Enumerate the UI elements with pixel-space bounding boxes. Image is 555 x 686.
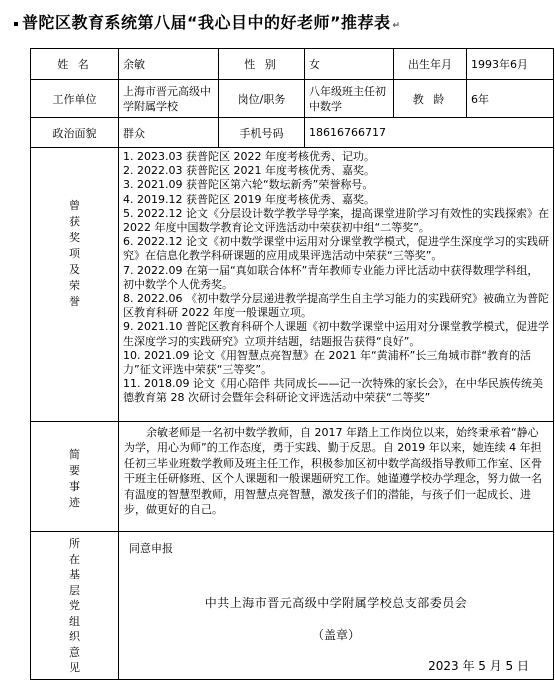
form-title — [14, 10, 401, 33]
phone-label: 手机号码 — [219, 118, 305, 148]
teaching-age-label: 教 龄 — [394, 80, 467, 118]
list-item: 1. 2023.03 获普陀区 2022 年度考核优秀、记功。 — [123, 150, 375, 163]
bullet-icon — [14, 22, 18, 26]
gender-label: 性 别 — [219, 49, 305, 80]
paragraph-mark-icon: ↵ — [392, 21, 401, 31]
work-unit-value: 上海市晋元高级中学附属学校 — [119, 80, 219, 118]
opinion-label — [31, 532, 119, 680]
row-work — [31, 80, 554, 118]
name-value: 余敏 — [119, 49, 219, 80]
list-item: 11. 2018.09 论文《用心陪伴 共同成长——记一次特殊的家长会》，在中华民族传统美德教育第 28 次研讨会暨年会科研论文评选活动中荣获“二等奖” — [123, 377, 543, 405]
row-opinion — [31, 532, 554, 680]
opinion-date: 2023 年 5 月 5 日 — [428, 659, 529, 673]
honors-label-text: 曾获奖项及荣誉 — [69, 199, 80, 308]
list-item: 10. 2021.09 论文《用智慧点亮智慧》在 2021 年“黄浦杯”长三角城市群“教育的活力”征文评选中荣获“三等奖”。 — [123, 348, 532, 377]
work-unit-label: 工作单位 — [31, 80, 119, 118]
position-value: 八年级班主任初中数学 — [305, 80, 394, 118]
opinion-org: 中共上海市晋元高级中学附属学校总支部委员会 — [204, 596, 468, 610]
honors-list — [119, 148, 554, 422]
row-honors — [31, 148, 554, 422]
gender-value: 女 — [305, 49, 394, 80]
political-label: 政治面貌 — [31, 118, 119, 148]
list-item: 4. 2019.12 获普陀区 2019 年度考核优秀、嘉奖。 — [123, 192, 375, 206]
bio-text: 余敏老师是一名初中数学教师，自 2017 年踏上工作岗位以来，始终秉承着“静心为学，用心为师”的工作态度，勇于实践、勤于反思。自 2019 年以来，她连续 4 年担任初三毕业班数学教师及班主任工作，积极参加区初中数学高级指导教师工作室、区骨干班主任研修班、区个人课题和一般课题研究工作。她谨遵学校办学理念，努力做一名有温度的智慧型教师，用智慧点亮智慧，激发孩子们的潜能，与孩子们一起成长、进步，做更好的自己。 — [119, 422, 554, 532]
opinion-label-text: 所在基层党组织意见 — [69, 537, 80, 674]
honors-label — [31, 148, 119, 422]
list-item: 7. 2022.09 在第一届“真如联合体杯”青年教师专业能力评比活动中获得数理学科组，初中数学个人优秀奖。 — [123, 263, 539, 291]
birth-value: 1993年6月 — [467, 49, 554, 80]
opinion-seal: （盖章） — [311, 628, 360, 642]
list-item: 8. 2022.06 《初中数学分层递进教学提高学生自主学习能力的实践研究》被确立为普陀区教育科研 2022 年度一般课题立项。 — [123, 292, 549, 320]
row-name — [31, 49, 554, 80]
list-item: 3. 2021.09 获普陀区第六轮“数坛新秀”荣誉称号。 — [123, 178, 374, 192]
bio-label-text: 简要事迹 — [69, 448, 80, 509]
recommendation-table — [30, 48, 554, 680]
phone-value: 18616766717 — [305, 118, 554, 148]
list-item: 6. 2022.12 论文《初中数学课堂中运用对分课堂教学模式，促进学生深度学习的实践研究》在信息化教学科研课题的应用成果评选活动中荣获“三等奖”。 — [123, 235, 549, 263]
list-item: 5. 2022.12 论文《分层设计数学教学导学案，提高课堂进阶学习有效性的实践探索》在 2022 年度中国数学教育论文评选活动中荣获初中组“二等奖”。 — [123, 206, 549, 235]
list-item: 2. 2022.03 获普陀区 2021 年度考核优秀、嘉奖。 — [123, 164, 375, 178]
political-value: 群众 — [119, 118, 219, 148]
position-label: 岗位/职务 — [219, 80, 305, 118]
list-item: 9. 2021.10 普陀区教育科研个人课题《初中数学课堂中运用对分课堂教学模式，促进学生深度学习的实践研究》立项并结题，结题报告获得“良好”。 — [123, 320, 549, 348]
bio-label — [31, 422, 119, 532]
opinion-approval: 同意申报 — [129, 542, 173, 555]
form-title-text: 普陀区教育系统第八届“我心目中的好老师”推荐表 — [22, 13, 391, 32]
name-label: 姓 名 — [31, 49, 119, 80]
row-bio — [31, 422, 554, 532]
row-political — [31, 118, 554, 148]
opinion-cell — [119, 532, 554, 680]
teaching-age-value: 6年 — [467, 80, 554, 118]
birth-label: 出生年月 — [394, 49, 467, 80]
